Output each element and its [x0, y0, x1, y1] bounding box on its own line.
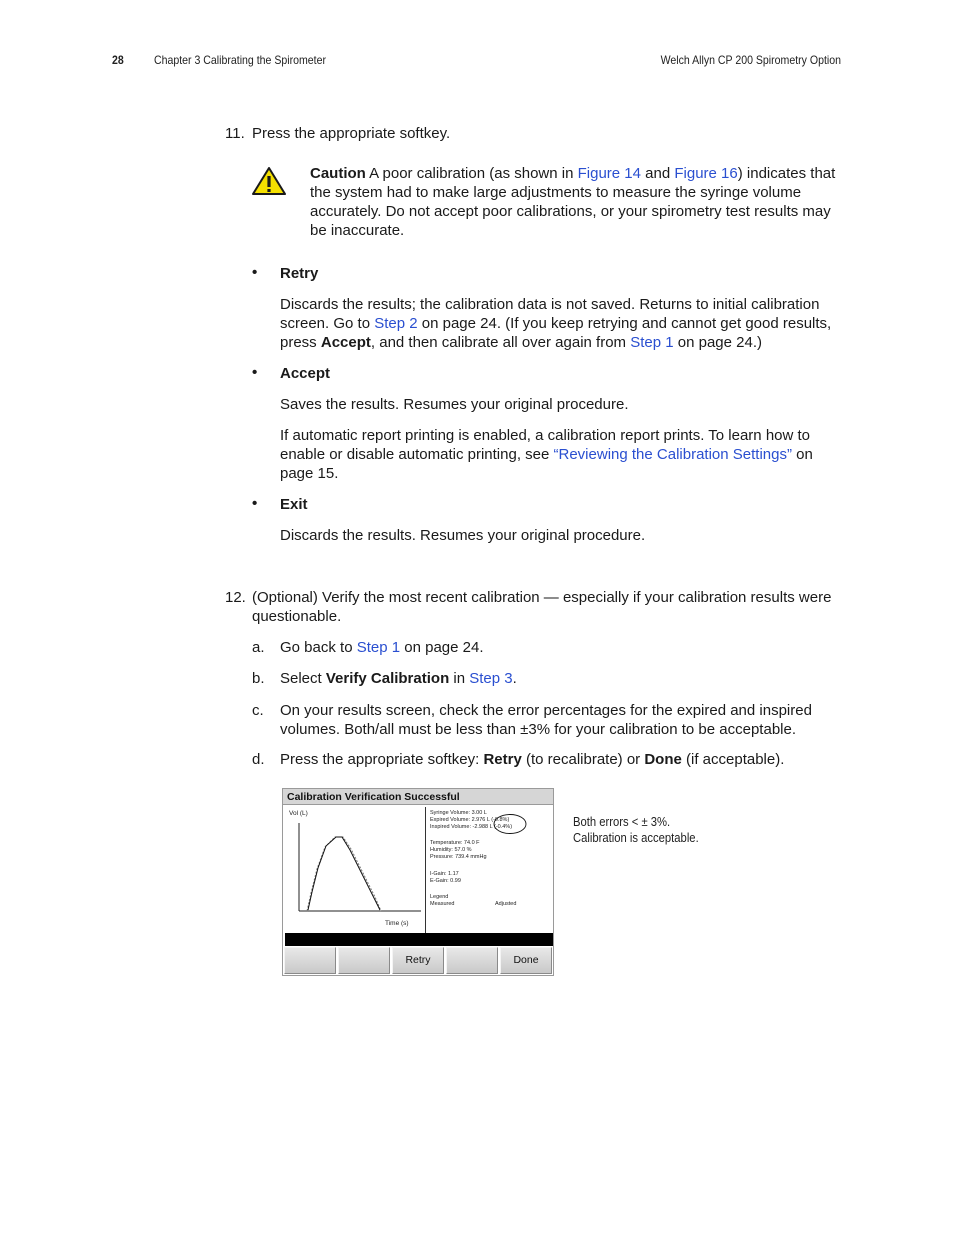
- reviewing-settings-link[interactable]: “Reviewing the Calibration Settings”: [553, 446, 792, 463]
- caution-label: Caution: [310, 165, 366, 182]
- substep-a-step-1-link[interactable]: Step 1: [356, 639, 401, 656]
- legend-adjusted: Adjusted: [495, 901, 517, 907]
- caution-text-1: A poor calibration (as shown in: [365, 165, 578, 182]
- accept-description-1: Saves the results. Resumes your original procedure.: [280, 396, 629, 413]
- i-gain: I-Gain: 1.17: [430, 871, 459, 877]
- product-title: Welch Allyn CP 200 Spirometry Option: [660, 53, 841, 67]
- volume-time-plot: [285, 807, 426, 933]
- y-axis-label: Vol (L): [289, 810, 308, 817]
- expired-volume: Expired Volume: 2.976 L (-0.8%): [430, 817, 510, 823]
- retry-bold: Retry: [483, 751, 522, 768]
- softkey-4[interactable]: [446, 947, 498, 974]
- accept-description-2: [280, 426, 845, 483]
- substep-b-t3: .: [512, 670, 517, 687]
- substep-a-text: [280, 638, 484, 657]
- substep-a-t1: Go back to: [280, 639, 357, 656]
- warning-triangle-icon: [251, 166, 287, 196]
- retry-text-c: , and then calibrate all over again from: [370, 334, 631, 351]
- substep-b-step-3-link[interactable]: Step 3: [469, 670, 513, 687]
- softkey-1[interactable]: [284, 947, 336, 974]
- page-number: 28: [112, 53, 124, 67]
- step-number-11: 11.: [225, 125, 245, 142]
- substep-a-t2: on page 24.: [400, 639, 484, 656]
- accept-title: Accept: [280, 365, 331, 382]
- inspired-volume: Inspired Volume: -2.988 L (-0.4%): [430, 824, 513, 830]
- status-bar: [285, 933, 553, 946]
- chapter-title: Chapter 3 Calibrating the Spirometer: [154, 53, 326, 67]
- bullet-accept: •: [252, 364, 258, 381]
- accept-inline: Accept: [320, 334, 371, 351]
- retry-text-a: Discards the results; the calibration data is not saved. Returns to initial calibration screen. Go to: [280, 296, 820, 332]
- calibration-screen-figure: [282, 788, 554, 976]
- step-12-text: (Optional) Verify the most recent calibration — especially if your calibration results were questionable.: [252, 589, 832, 625]
- exit-description: Discards the results. Resumes your original procedure.: [280, 527, 646, 544]
- step-2-link[interactable]: Step 2: [374, 315, 418, 332]
- temperature: Temperature: 74.0 F: [430, 840, 480, 846]
- caution-text-2: and: [641, 165, 675, 182]
- retry-softkey[interactable]: Retry: [392, 947, 444, 974]
- screen-title: Calibration Verification Successful: [283, 789, 553, 805]
- step-1-link[interactable]: Step 1: [630, 334, 674, 351]
- measured-curve: [308, 837, 380, 910]
- substep-a-letter: a.: [252, 639, 265, 656]
- bullet-retry: •: [252, 264, 258, 281]
- substep-b-letter: b.: [252, 670, 265, 687]
- retry-description: [280, 295, 845, 352]
- exit-title: Exit: [280, 496, 308, 513]
- softkey-row: [283, 946, 553, 975]
- substep-d-t1: Press the appropriate softkey:: [280, 751, 484, 768]
- figure-16-link[interactable]: Figure 16: [674, 165, 738, 182]
- retry-text-b: on page 24. (If you keep retrying and cannot get good results, press: [280, 315, 832, 351]
- caption-line-2: Calibration is acceptable.: [573, 831, 699, 845]
- softkey-2[interactable]: [338, 947, 390, 974]
- retry-title: Retry: [280, 265, 319, 282]
- accept-text-a: If automatic report printing is enabled, a calibration report prints. To learn how to enable or disable automatic printing, see: [280, 427, 811, 463]
- step-number-12: 12.: [225, 589, 246, 606]
- x-axis-label: Time (s): [385, 920, 409, 927]
- substep-d-letter: d.: [252, 751, 265, 768]
- calibration-results: [428, 807, 552, 933]
- caption-line-1: Both errors < ± 3%.: [573, 815, 671, 829]
- plot-svg: [285, 807, 425, 933]
- substep-c-letter: c.: [252, 702, 264, 719]
- substep-d-text: [280, 750, 845, 769]
- humidity: Humidity: 57.0 %: [430, 847, 472, 853]
- verify-calibration-bold: Verify Calibration: [325, 670, 450, 687]
- accept-text-b: on page 15.: [280, 446, 813, 482]
- legend-label: Legend: [430, 894, 449, 900]
- substep-b-t1: Select: [280, 670, 326, 687]
- error-highlight-circle: [492, 813, 528, 835]
- pressure: Pressure: 739.4 mmHg: [430, 854, 487, 860]
- caution-text-3: ) indicates that the system had to make large adjustments to measure the syringe volume accurately. Do not accept poor calibrations, or your spirometry test results may be inaccurate.: [310, 165, 836, 239]
- substep-d-t2: (to recalibrate) or: [521, 751, 645, 768]
- substep-b-text: [280, 669, 517, 688]
- e-gain: E-Gain: 0.99: [430, 878, 461, 884]
- figure-14-link[interactable]: Figure 14: [577, 165, 641, 182]
- syringe-volume: Syringe Volume: 3.00 L: [430, 810, 487, 816]
- bullet-exit: •: [252, 495, 258, 512]
- caution-paragraph: [310, 164, 840, 240]
- done-bold: Done: [644, 751, 682, 768]
- legend-measured: Measured: [430, 901, 455, 907]
- done-softkey[interactable]: Done: [500, 947, 552, 974]
- adjusted-curve: [307, 837, 381, 911]
- substep-c-text: On your results screen, check the error percentages for the expired and inspired volumes. Both/all must be less than ±3% for your calibration to be acceptable.: [280, 702, 812, 738]
- retry-text-d: on page 24.): [673, 334, 762, 351]
- step-11-text: Press the appropriate softkey.: [252, 125, 451, 142]
- substep-b-t2: in: [449, 670, 470, 687]
- substep-d-t3: (if acceptable).: [681, 751, 785, 768]
